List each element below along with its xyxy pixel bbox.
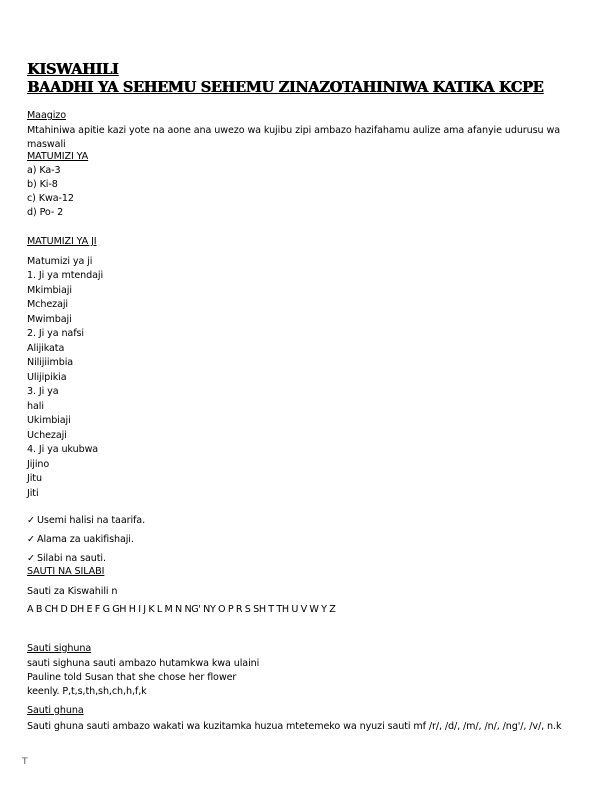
checkmark-icon: ✓ [27, 553, 35, 564]
checklist-item: ✓ Silabi na sauti. [27, 553, 106, 564]
checkmark-icon: ✓ [27, 534, 35, 545]
matumizi-ya-item: c) Kwa-12 [27, 193, 74, 204]
sighuna-line: Pauline told Susan that she chose her flower [27, 672, 237, 683]
ji-line: Mchezaji [27, 299, 68, 310]
sighuna-line: keenly. P,t,s,th,sh,ch,h,f,k [27, 686, 147, 697]
ji-line: 4. Ji ya ukubwa [27, 444, 99, 455]
matumizi-ya-item: b) Ki-8 [27, 179, 58, 190]
alphabet-line: A B CH D DH E F G GH H I J K L M N NG' NY O P R S SH T TH U V W Y Z [27, 604, 336, 615]
ji-line: 1. Ji ya mtendaji [27, 270, 104, 281]
sighuna-line: sauti sighuna sauti ambazo hutamkwa kwa ulaini [27, 658, 260, 669]
sauti-na-silabi-heading: SAUTI NA SILABI [27, 566, 105, 577]
matumizi-ya-item: d) Po- 2 [27, 207, 64, 218]
checklist-item: ✓ Usemi halisi na taarifa. [27, 515, 146, 526]
checklist-item: ✓ Alama za uakifishaji. [27, 534, 134, 545]
ji-line: Jitu [27, 473, 42, 484]
ji-line: 3. Ji ya [27, 386, 59, 397]
ji-line: Ulijipikia [27, 372, 67, 383]
ji-line: Mwimbaji [27, 314, 72, 325]
ji-line: Ukimbiaji [27, 415, 71, 426]
sauti-sighuna-heading: Sauti sighuna [27, 643, 92, 654]
ji-line: Jijino [27, 459, 50, 470]
ji-line: Uchezaji [27, 430, 67, 441]
instructions-heading: Maagizo [27, 110, 66, 121]
checkmark-icon: ✓ [27, 515, 35, 526]
ji-line: Mkimbiaji [27, 285, 72, 296]
footer-mark: T [22, 757, 28, 767]
sauti-ghuna-heading: Sauti ghuna [27, 705, 84, 716]
ji-line: Jiti [27, 488, 39, 499]
ji-line: Matumizi ya ji [27, 256, 93, 267]
ji-line: Nilijiimbia [27, 357, 74, 368]
matumizi-ya-item: a) Ka-3 [27, 165, 61, 176]
ji-line: hali [27, 401, 44, 412]
sauti-ghuna-text: Sauti ghuna sauti ambazo wakati wa kuzitamka huzua mtetemeko wa nyuzi sauti mf /r/, /d/, /m/, /n/, /ng'/, /v/, n.k [27, 721, 562, 732]
matumizi-ya-heading: MATUMIZI YA [27, 151, 89, 162]
instructions-text: Mtahiniwa apitie kazi yote na aone ana uwezo wa kujibu zipi ambazo hazifahamu aulize ama afanyie udurusu wa maswali [27, 125, 560, 150]
ji-line: 2. Ji ya nafsi [27, 328, 84, 339]
document-subtitle: BAADHI YA SEHEMU SEHEMU ZINAZOTAHINIWA KATIKA KCPE [27, 79, 544, 96]
sauti-intro: Sauti za Kiswahili n [27, 586, 118, 597]
ji-line: Alijikata [27, 343, 65, 354]
matumizi-ya-ji-heading: MATUMIZI YA JI [27, 236, 97, 247]
document-title: KISWAHILI [27, 61, 119, 78]
